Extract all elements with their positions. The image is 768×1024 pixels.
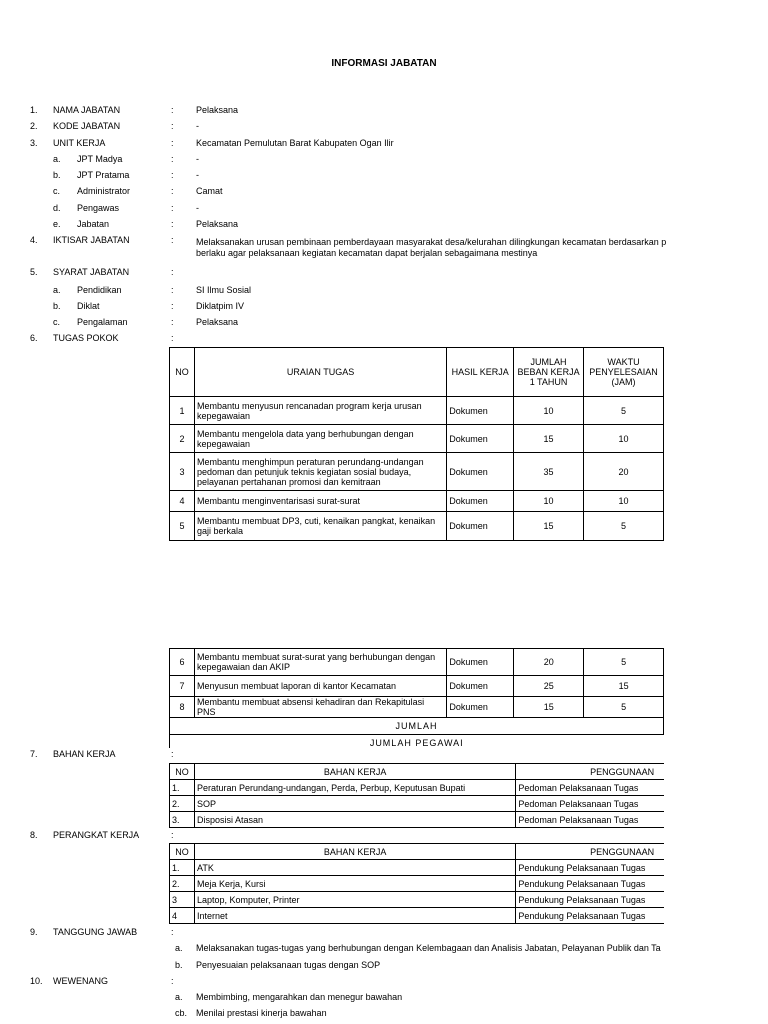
field-number: 4. [30,235,38,245]
sub-label: Administrator [77,186,131,196]
tugas-uraian-line: pelayanan pertahanan promosi dan kemitraan [196,476,381,487]
tugas-uraian [194,676,446,697]
sub-label: Jabatan [77,219,110,229]
tugas-hasil: Dokumen [447,397,514,425]
tugas-waktu: 5 [584,397,664,425]
bahan-bahan: Peraturan Perundang-undangan, Perda, Perbup, Keputusan Bupati [194,780,515,796]
perangkat-th-guna: PENGGUNAAN [516,844,664,860]
colon: : [171,830,174,840]
colon: : [171,976,174,986]
th-beban: JUMLAH BEBAN KERJA 1 TAHUN [514,348,584,397]
tugas-beban: 10 [514,491,584,512]
bahan-th-no: NO [170,764,195,780]
tugas-no: 7 [170,676,195,697]
perangkat-bahan: Laptop, Komputer, Printer [194,892,515,908]
sub-letter: c. [53,317,61,327]
tugas-waktu: 10 [584,491,664,512]
tugas-hasil: Dokumen [447,491,514,512]
colon: : [171,105,174,115]
tugas-no: 4 [170,491,195,512]
sub-label: JPT Pratama [77,170,130,180]
tugas-row [170,397,664,425]
tugas-uraian [194,453,446,491]
perangkat-guna: Pendukung Pelaksanaan Tugas [516,908,664,924]
tugas-uraian-line: Menyusun membuat laporan di kantor Kecamatan [196,681,397,691]
field-number: 10. [30,976,43,986]
bahan-row [170,780,665,796]
tugas-uraian-line: Membantu mengelola data yang berhubungan dengan [196,428,414,439]
field-label: IKTISAR JABATAN [53,235,130,245]
field-number: 7. [30,749,38,759]
tugas-row [170,676,664,697]
bahan-no: 2. [170,796,195,812]
sub-letter: b. [53,301,61,311]
bahan-no: 3. [170,812,195,828]
colon: : [171,203,174,213]
field-number: 3. [30,138,38,148]
tugas-beban: 20 [514,649,584,676]
colon: : [171,138,174,148]
field-value: Kecamatan Pemulutan Barat Kabupaten Ogan Ilir [196,138,394,148]
sub-value: SI Ilmu Sosial [196,285,252,295]
colon: : [171,285,174,295]
field-label: SYARAT JABATAN [53,267,130,277]
tugas-table-2 [169,648,664,748]
field-value: Pelaksana [196,105,239,115]
bahan-row [170,812,665,828]
th-uraian: URAIAN TUGAS [194,348,446,397]
tugas-beban: 25 [514,676,584,697]
perangkat-th-bahan: BAHAN KERJA [194,844,515,860]
perangkat-table [169,843,664,924]
tugas-beban: 10 [514,397,584,425]
sub-value: Camat [196,186,223,196]
colon: : [171,749,174,759]
sub-value: - [196,170,199,180]
perangkat-th-no: NO [170,844,195,860]
tugas-row [170,453,664,491]
colon: : [171,121,174,131]
th-no: NO [170,348,195,397]
field-value: - [196,121,199,131]
perangkat-row [170,860,665,876]
perangkat-guna: Pendukung Pelaksanaan Tugas [516,892,664,908]
item-letter: cb. [175,1008,188,1018]
tugas-no: 3 [170,453,195,491]
tugas-waktu: 5 [584,649,664,676]
tugas-beban: 15 [514,512,584,541]
tugas-uraian-line: kepegawaian dan AKIP [196,662,291,672]
perangkat-guna: Pendukung Pelaksanaan Tugas [516,876,664,892]
jumlah-pegawai-row: JUMLAH PEGAWAI [170,735,664,749]
colon: : [171,317,174,327]
colon: : [171,333,174,343]
page-title: INFORMASI JABATAN [331,58,437,69]
item-text: Membimbing, mengarahkan dan menegur bawahan [196,992,403,1002]
bahan-guna: Pedoman Pelaksanaan Tugas [516,780,664,796]
field-number: 5. [30,267,38,277]
tugas-table-1 [169,347,664,541]
perangkat-row [170,908,665,924]
field-label: TANGGUNG JAWAB [53,927,138,937]
sub-letter: a. [53,154,61,164]
tugas-beban: 35 [514,453,584,491]
tugas-hasil: Dokumen [447,425,514,453]
tugas-beban: 15 [514,425,584,453]
tugas-uraian [194,425,446,453]
tugas-uraian [194,397,446,425]
bahan-th-bahan: BAHAN KERJA [194,764,515,780]
tugas-uraian-line: Membantu menyusun rencanadan program kerja urusan [196,400,422,411]
colon: : [171,219,174,229]
bahan-th-guna: PENGGUNAAN [516,764,664,780]
tugas-hasil: Dokumen [447,453,514,491]
tugas-row [170,649,664,676]
sub-letter: d. [53,203,61,213]
item-text: Melaksanakan tugas-tugas yang berhubungan dengan Kelembagaan dan Analisis Jabatan, Pelayanan Publik dan Ta [196,943,661,953]
colon: : [171,154,174,164]
tugas-uraian [194,697,446,718]
item-text: Menilai prestasi kinerja bawahan [196,1008,327,1018]
item-letter: a. [175,992,183,1002]
bahan-bahan: Disposisi Atasan [194,812,515,828]
tugas-uraian [194,649,446,676]
colon: : [171,267,174,277]
sub-letter: a. [53,285,61,295]
tugas-uraian-line: kepegawaian [196,410,251,421]
tugas-hasil: Dokumen [447,697,514,718]
item-letter: a. [175,943,183,953]
colon: : [171,186,174,196]
sub-letter: b. [53,170,61,180]
tugas-uraian-line: kepegawaian [196,438,251,449]
tugas-uraian-line: gaji berkala [196,526,243,536]
perangkat-no: 1. [170,860,195,876]
tugas-hasil: Dokumen [447,649,514,676]
th-hasil: HASIL KERJA [447,348,514,397]
colon: : [171,301,174,311]
colon: : [171,235,174,245]
field-number: 1. [30,105,38,115]
tugas-uraian-line: Membantu menginventarisasi surat-surat [196,496,361,506]
sub-label: Pengawas [77,203,120,213]
perangkat-bahan: ATK [194,860,515,876]
tugas-no: 8 [170,697,195,718]
tugas-uraian-line: Membantu menghimpun peraturan perundang-undangan [196,456,424,467]
bahan-guna: Pedoman Pelaksanaan Tugas [516,812,664,828]
ikhtisar-line: Melaksanakan urusan pembinaan pemberdayaan masyarakat desa/kelurahan dilingkungan kecamatan berdasarkan p [196,237,667,247]
tugas-no: 1 [170,397,195,425]
perangkat-row [170,892,665,908]
tugas-uraian-line: Membantu membuat DP3, cuti, kenaikan pangkat, kenaikan [196,516,436,526]
tugas-waktu: 5 [584,697,664,718]
tugas-uraian [194,512,446,541]
colon: : [171,927,174,937]
sub-value: Pelaksana [196,317,239,327]
perangkat-no: 4 [170,908,195,924]
bahan-row [170,796,665,812]
tugas-waktu: 10 [584,425,664,453]
field-number: 8. [30,830,38,840]
field-number: 6. [30,333,38,343]
field-label: PERANGKAT KERJA [53,830,140,840]
item-text: Penyesuaian pelaksanaan tugas dengan SOP [196,960,381,970]
tugas-no: 6 [170,649,195,676]
sub-letter: e. [53,219,61,229]
field-label: UNIT KERJA [53,138,106,148]
tugas-waktu: 20 [584,453,664,491]
tugas-uraian-line: Membantu membuat surat-surat yang berhubungan dengan [196,652,436,662]
perangkat-row [170,876,665,892]
sub-label: Diklat [77,301,100,311]
field-label: KODE JABATAN [53,121,121,131]
tugas-beban: 15 [514,697,584,718]
sub-value: Pelaksana [196,219,239,229]
tugas-no: 5 [170,512,195,541]
tugas-row [170,491,664,512]
perangkat-guna: Pendukung Pelaksanaan Tugas [516,860,664,876]
perangkat-no: 2. [170,876,195,892]
bahan-table [169,763,664,828]
perangkat-bahan: Meja Kerja, Kursi [194,876,515,892]
tugas-uraian-line: Membantu membuat absensi kehadiran dan Rekapitulasi PNS [196,697,425,717]
sub-value: - [196,154,199,164]
sub-value: Diklatpim IV [196,301,245,311]
field-number: 9. [30,927,38,937]
perangkat-bahan: Internet [194,908,515,924]
sub-label: Pendidikan [77,285,122,295]
jumlah-row: JUMLAH [170,718,664,735]
ikhtisar-line: berlaku agar pelaksanaan kegiatan kecamatan dapat berjalan sebagaimana mestinya [196,248,538,258]
tugas-hasil: Dokumen [447,676,514,697]
tugas-row [170,697,664,718]
field-label: WEWENANG [53,976,108,986]
sub-label: JPT Madya [77,154,123,164]
tugas-uraian-line: pedoman dan petunjuk teknis kegiatan sosial budaya, [196,466,412,477]
tugas-no: 2 [170,425,195,453]
field-label: TUGAS POKOK [53,333,119,343]
bahan-no: 1. [170,780,195,796]
field-label: NAMA JABATAN [53,105,121,115]
tugas-row [170,512,664,541]
sub-value: - [196,203,199,213]
tugas-row [170,425,664,453]
th-waktu: WAKTU PENYELESAIAN (JAM) [584,348,664,397]
tugas-hasil: Dokumen [447,512,514,541]
field-number: 2. [30,121,38,131]
sub-letter: c. [53,186,61,196]
colon: : [171,170,174,180]
bahan-bahan: SOP [194,796,515,812]
field-label: BAHAN KERJA [53,749,116,759]
sub-label: Pengalaman [77,317,128,327]
tugas-waktu: 5 [584,512,664,541]
tugas-waktu: 15 [584,676,664,697]
tugas-uraian [194,491,446,512]
item-letter: b. [175,960,183,970]
bahan-guna: Pedoman Pelaksanaan Tugas [516,796,664,812]
perangkat-no: 3 [170,892,195,908]
